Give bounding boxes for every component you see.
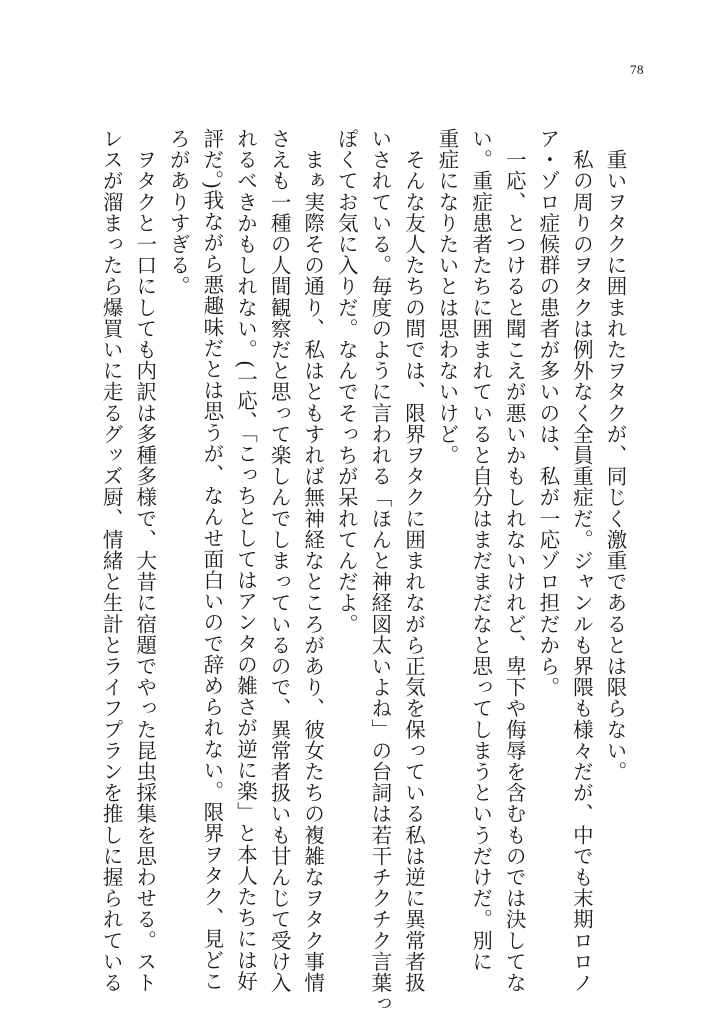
text-line: いされている。毎度のように言われる「ほんと神経図太いよね」の台詞は若干チクチク言葉っ <box>367 128 392 1015</box>
text-line: そんな友人たちの間では、限界ヲタクに囲まれながら正気を保っている私は逆に異常者扱 <box>401 128 426 994</box>
text-line: れるべきかもしれない。(一応、「こっちとしてはアンタの雑さが逆に楽」と本人たちには好 <box>233 128 258 992</box>
text-line: ぽくてお気に入りだ。なんでそっちが呆れてんだよ。 <box>334 128 359 635</box>
text-line: ろがありすぎる。 <box>166 128 191 297</box>
text-line: 私の周りのヲタクは例外なく全員重症だ。ジャンルも界隈も様々だが、中でも末期ロロノ <box>569 128 594 994</box>
text-line: 評だ。)我ながら悪趣味だとは思うが、なんせ面白いので辞められない。限界ヲタク、見どこ <box>199 128 224 992</box>
text-line: い。重症患者たちに囲まれていると自分はまだまだなと思ってしまうというだけだ。別に <box>468 128 493 972</box>
text-line: レスが溜まったら爆買いに走るグッズ厨、情緒と生計とライフプランを推しに握られている <box>99 128 124 994</box>
text-line: ヲタクと一口にしても内訳は多種多様で、大昔に宿題でやった昆虫採集を思わせる。スト <box>132 128 157 994</box>
text-line: 一応、とつけると聞こえが悪いかもしれないけれど、卑下や侮辱を含むものでは決してな <box>502 128 527 994</box>
body-text <box>99 128 631 1015</box>
text-line: 重症になりたいとは思わないけど。 <box>435 128 460 466</box>
text-line: ア・ゾロ症候群の患者が多いのは、私が一応ゾロ担だから。 <box>535 128 560 698</box>
text-line: さえも一種の人間観察だと思って楽しんでしまっているので、異常者扱いも甘んじて受け入 <box>267 128 292 994</box>
text-line: 重いヲタクに囲まれたヲタクが、同じく激重であるとは限らない。 <box>603 128 627 783</box>
page-number: 78 <box>630 62 644 77</box>
text-line: まぁ実際その通り、私はともすれば無神経なところがあり、彼女たちの複雑なヲタク事情 <box>300 128 325 994</box>
